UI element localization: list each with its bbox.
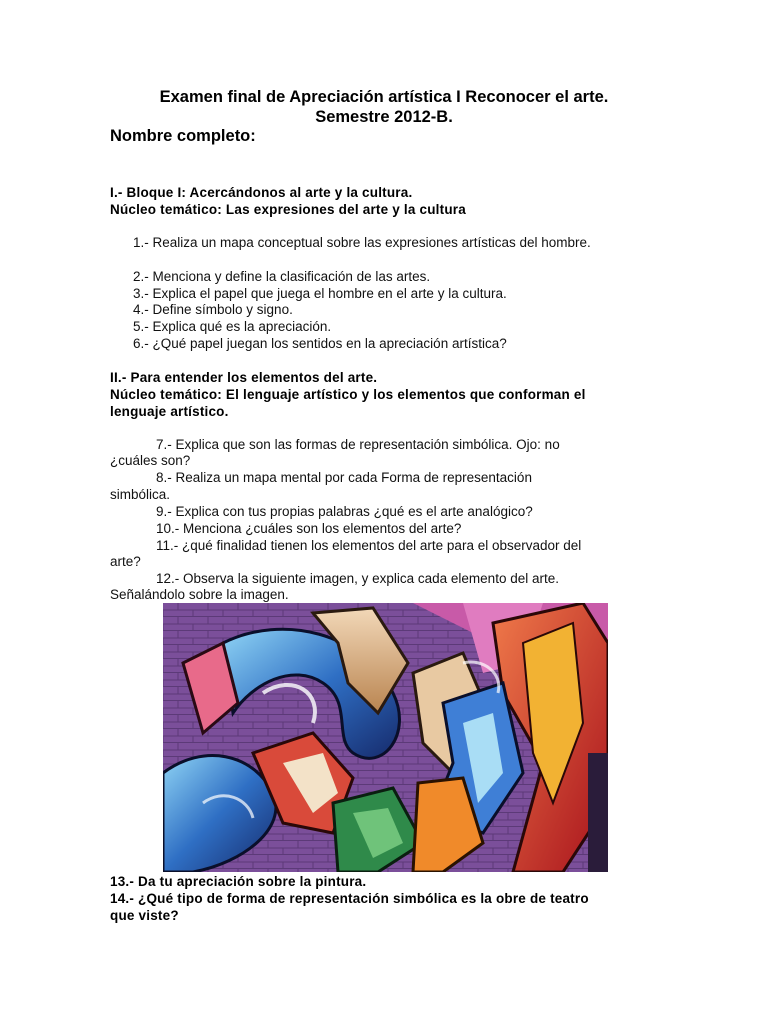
question-6: 6.- ¿Qué papel juegan los sentidos en la apreciación artística?	[133, 336, 507, 351]
question-7-cont: ¿cuáles son?	[110, 453, 191, 468]
question-12-cont: Señalándolo sobre la imagen.	[110, 587, 289, 602]
exam-semester: Semestre 2012-B.	[315, 108, 453, 126]
question-4: 4.- Define símbolo y signo.	[133, 302, 293, 317]
question-3: 3.- Explica el papel que juega el hombre en el arte y la cultura.	[133, 286, 507, 301]
question-11: 11.- ¿qué finalidad tienen los elementos del arte para el observador del	[156, 538, 582, 553]
block2-nucleus-cont: lenguaje artístico.	[110, 404, 229, 419]
question-5: 5.- Explica qué es la apreciación.	[133, 319, 332, 334]
question-12: 12.- Observa la siguiente imagen, y explica cada elemento del arte.	[156, 571, 559, 586]
graffiti-artwork-image	[163, 603, 608, 872]
question-8-cont: simbólica.	[110, 487, 171, 502]
block2-heading: II.- Para entender los elementos del arte.	[110, 370, 378, 385]
question-1: 1.- Realiza un mapa conceptual sobre las expresiones artísticas del hombre.	[133, 235, 591, 250]
question-9: 9.- Explica con tus propias palabras ¿qué es el arte analógico?	[156, 504, 533, 519]
block1-heading: I.- Bloque I: Acercándonos al arte y la cultura.	[110, 185, 413, 200]
question-10: 10.- Menciona ¿cuáles son los elementos del arte?	[156, 521, 462, 536]
question-14: 14.- ¿Qué tipo de forma de representación simbólica es la obre de teatro	[110, 891, 589, 906]
full-name-label: Nombre completo:	[110, 127, 256, 145]
question-7: 7.- Explica que son las formas de representación simbólica. Ojo: no	[156, 437, 560, 452]
question-8: 8.- Realiza un mapa mental por cada Forma de representación	[156, 470, 532, 485]
question-2: 2.- Menciona y define la clasificación de las artes.	[133, 269, 431, 284]
block2-nucleus: Núcleo temático: El lenguaje artístico y los elementos que conforman el	[110, 387, 586, 402]
exam-title: Examen final de Apreciación artística I Reconocer el arte.	[159, 88, 609, 106]
block1-nucleus: Núcleo temático: Las expresiones del arte y la cultura	[110, 202, 466, 217]
question-14-cont: que viste?	[110, 908, 179, 923]
question-11-cont: arte?	[110, 554, 141, 569]
question-13: 13.- Da tu apreciación sobre la pintura.	[110, 874, 367, 889]
